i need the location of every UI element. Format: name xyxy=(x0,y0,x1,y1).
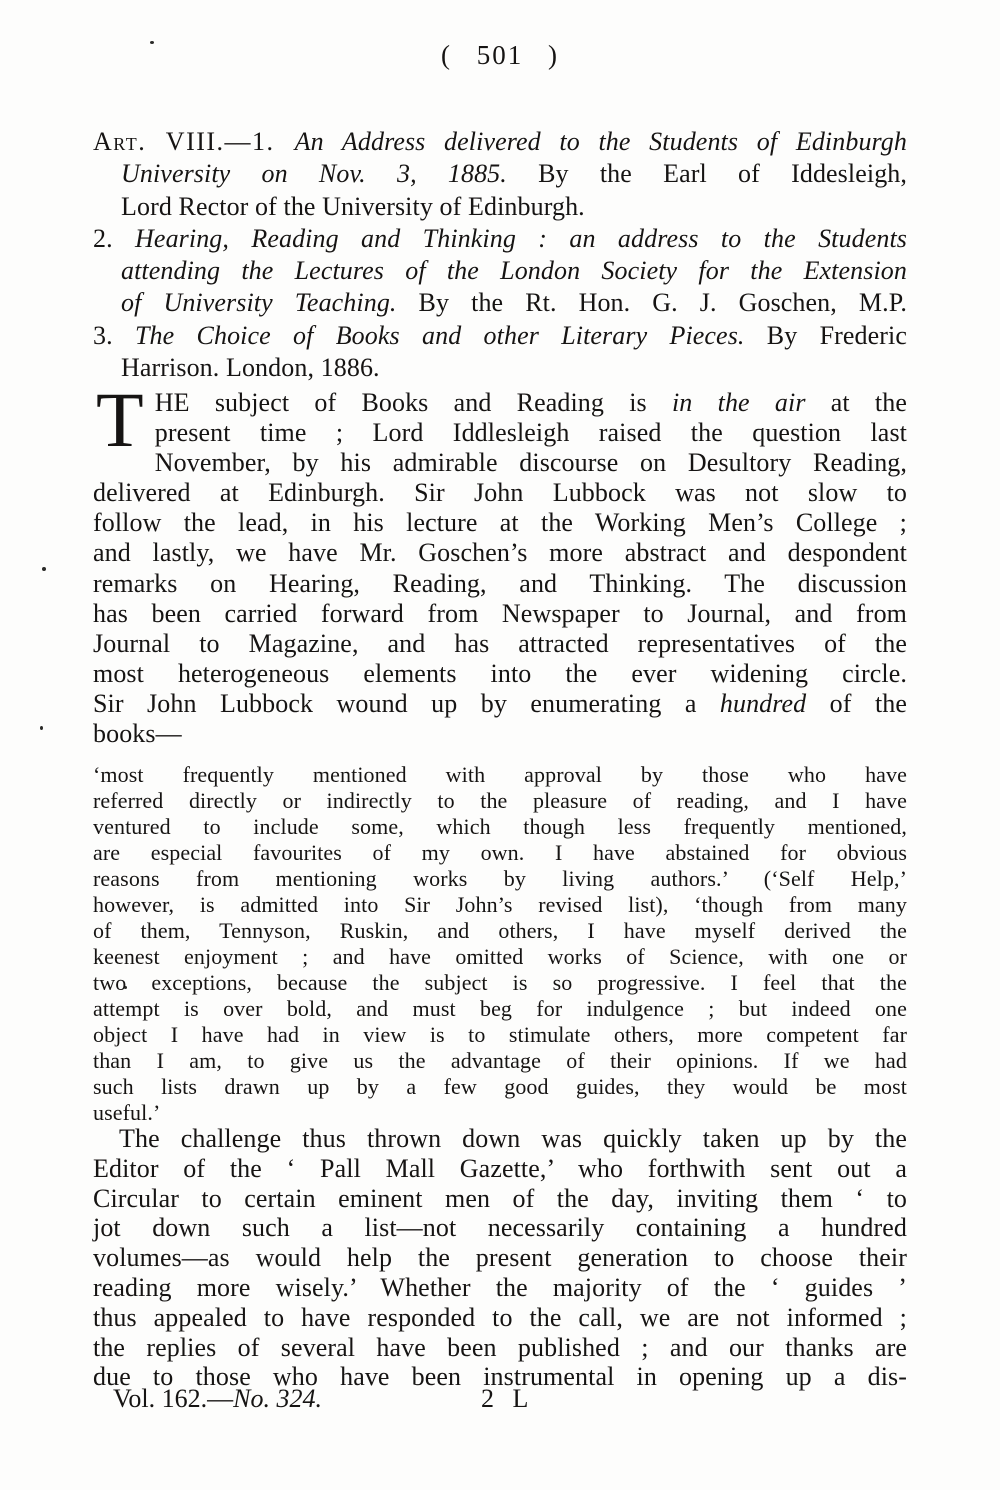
text-segment: referred directly or indirectly to the pleasure of reading, and I have xyxy=(93,788,907,813)
text-line xyxy=(93,1154,907,1184)
text-segment: jot down such a list—not necessarily containing a hundred xyxy=(93,1213,907,1243)
text-line xyxy=(93,788,907,814)
text-line xyxy=(93,970,907,996)
footer-issue-label: No. 324. xyxy=(233,1384,322,1413)
text-segment: ventured to include some, which though less frequently mentioned, xyxy=(93,814,907,839)
text-segment: Sir John Lubbock wound up by enumerating a xyxy=(93,688,720,718)
text-line xyxy=(93,840,907,866)
closing-paragraph xyxy=(93,1124,907,1392)
text-segment: at the xyxy=(805,388,907,417)
article-bibliography xyxy=(93,126,907,384)
text-segment: November, by his admirable discourse on Desultory Reading, xyxy=(154,448,907,478)
text-segment: however, is admitted into Sir John’s revised list), ‘though from many xyxy=(93,892,907,917)
text-segment: By the Rt. Hon. G. J. Goschen, M.P. xyxy=(396,288,907,318)
italic-text: of University Teaching. xyxy=(121,288,397,318)
italic-text: The Choice of Books and other Literary Pieces. xyxy=(134,320,745,350)
text-segment: thus appealed to have responded to the call, we are not informed ; xyxy=(93,1302,907,1332)
footer-volume-label: Vol. 162.— xyxy=(113,1384,234,1413)
page-footer xyxy=(93,1384,907,1414)
quote-lines xyxy=(93,762,907,1126)
text-line xyxy=(93,892,907,918)
text-segment: Circular to certain eminent men of the day, inviting them ‘ to xyxy=(93,1183,907,1213)
italic-text: attending the Lectures of the London Society for the Extension xyxy=(121,256,907,286)
italic-text: hundred xyxy=(719,688,807,718)
text-segment: 3. xyxy=(93,320,135,350)
italic-text: Hearing, Reading and Thinking : an address to the Students xyxy=(135,223,907,253)
text-segment: The challenge thus thrown down was quickly taken up by the xyxy=(119,1124,907,1153)
text-line xyxy=(93,689,907,719)
italic-text: University on Nov. 3, 1885. xyxy=(121,159,507,189)
text-line xyxy=(93,918,907,944)
text-line xyxy=(93,191,907,223)
text-segment: two exceptions, because the subject is so progressive. I feel that the xyxy=(93,970,907,995)
text-line xyxy=(93,762,907,788)
footer-signature-mark: 2 L xyxy=(481,1384,535,1413)
text-line xyxy=(93,478,907,508)
text-segment: Harrison. London, 1886. xyxy=(121,353,380,383)
text-line xyxy=(93,1303,907,1333)
text-line xyxy=(93,866,907,892)
text-line xyxy=(93,1100,907,1126)
text-line xyxy=(93,659,907,689)
text-segment: ‘most frequently mentioned with approval by those who have xyxy=(93,762,907,787)
paragraph-lines xyxy=(93,1124,907,1392)
text-line xyxy=(93,599,907,629)
bibliography-lines xyxy=(93,126,907,384)
text-line xyxy=(93,388,907,418)
text-line xyxy=(93,508,907,538)
text-segment: useful.’ xyxy=(93,1100,161,1125)
text-line xyxy=(93,158,907,190)
block-quote xyxy=(93,762,907,1126)
text-segment: due to those who have been instrumental in opening up a dis- xyxy=(93,1362,907,1392)
text-line xyxy=(93,1273,907,1303)
text-segment: has been carried forward from Newspaper to Journal, and from xyxy=(93,598,907,628)
text-line xyxy=(93,1213,907,1243)
text-line xyxy=(93,1022,907,1048)
scan-speck xyxy=(42,567,46,571)
text-line xyxy=(93,287,907,319)
text-segment: the replies of several have been published ; and our thanks are xyxy=(93,1332,907,1362)
text-line xyxy=(93,255,907,287)
text-segment: reasons from mentioning works by living authors.’ (‘Self Help,’ xyxy=(93,866,907,891)
text-segment: Journal to Magazine, and has attracted representatives of the xyxy=(93,628,907,658)
text-segment: books— xyxy=(93,719,182,749)
text-line xyxy=(93,1124,907,1154)
text-line xyxy=(93,418,907,448)
paragraph-lines xyxy=(93,376,908,749)
text-line xyxy=(93,223,907,255)
text-segment: remarks on Hearing, Reading, and Thinking. The discussion xyxy=(93,568,907,598)
text-segment: 2. xyxy=(93,223,136,253)
text-segment: reading more wisely.’ Whether the majority of the ‘ guides ’ xyxy=(93,1272,907,1302)
text-segment: HE subject of Books and Reading is xyxy=(154,388,672,417)
text-segment: such lists drawn up by a few good guides, they would be most xyxy=(93,1074,907,1099)
scan-speck xyxy=(40,726,43,730)
text-line xyxy=(93,996,907,1022)
text-segment: and lastly, we have Mr. Goschen’s more abstract and despondent xyxy=(93,538,907,568)
italic-text: An Address delivered to the Students of Edinburgh xyxy=(294,127,907,156)
text-line xyxy=(93,814,907,840)
text-line xyxy=(93,1184,907,1214)
text-line xyxy=(93,1074,907,1100)
text-segment: of them, Tennyson, Ruskin, and others, I have myself derived the xyxy=(93,918,907,943)
text-segment: Lord Rector of the University of Edinburgh. xyxy=(121,191,585,221)
text-segment: volumes—as would help the present generation to choose their xyxy=(93,1243,907,1273)
text-line xyxy=(93,1048,907,1074)
text-segment: keenest enjoyment ; and have omitted works of Science, with one or xyxy=(93,944,907,969)
text-segment: of the xyxy=(806,688,908,718)
text-segment: than I am, to give us the advantage of their opinions. If we had xyxy=(93,1048,907,1073)
text-segment: attempt is over bold, and must beg for indulgence ; but indeed one xyxy=(93,996,907,1021)
text-line xyxy=(93,538,907,568)
text-line xyxy=(93,569,907,599)
opening-paragraph xyxy=(93,376,908,749)
text-line xyxy=(93,126,907,158)
drop-cap: T xyxy=(96,376,144,463)
text-line xyxy=(93,1333,907,1363)
text-segment: By the Earl of Iddesleigh, xyxy=(506,159,907,189)
page-number: ( 501 ) xyxy=(441,40,559,70)
text-line xyxy=(93,448,907,478)
text-segment: present time ; Lord Iddlesleigh raised the question last xyxy=(154,418,907,448)
italic-text: in the air xyxy=(671,388,806,417)
text-segment: follow the lead, in his lecture at the Working Men’s College ; xyxy=(93,508,907,538)
text-segment: are especial favourites of my own. I have abstained for obvious xyxy=(93,840,907,865)
text-segment: Editor of the ‘ Pall Mall Gazette,’ who forthwith sent out a xyxy=(93,1153,907,1183)
text-segment: delivered at Edinburgh. Sir John Lubbock was not slow to xyxy=(93,478,907,508)
text-segment: By Frederic xyxy=(744,320,907,350)
smallcaps-text: Art. VIII.—1. xyxy=(93,127,295,156)
text-line xyxy=(93,1243,907,1273)
text-line xyxy=(93,719,907,749)
text-segment: object I have had in view is to stimulate others, more competent far xyxy=(93,1022,907,1047)
text-segment: most heterogeneous elements into the ever widening circle. xyxy=(93,658,907,688)
text-line xyxy=(93,352,907,384)
text-line xyxy=(93,944,907,970)
text-line xyxy=(93,320,907,352)
text-line xyxy=(93,629,907,659)
